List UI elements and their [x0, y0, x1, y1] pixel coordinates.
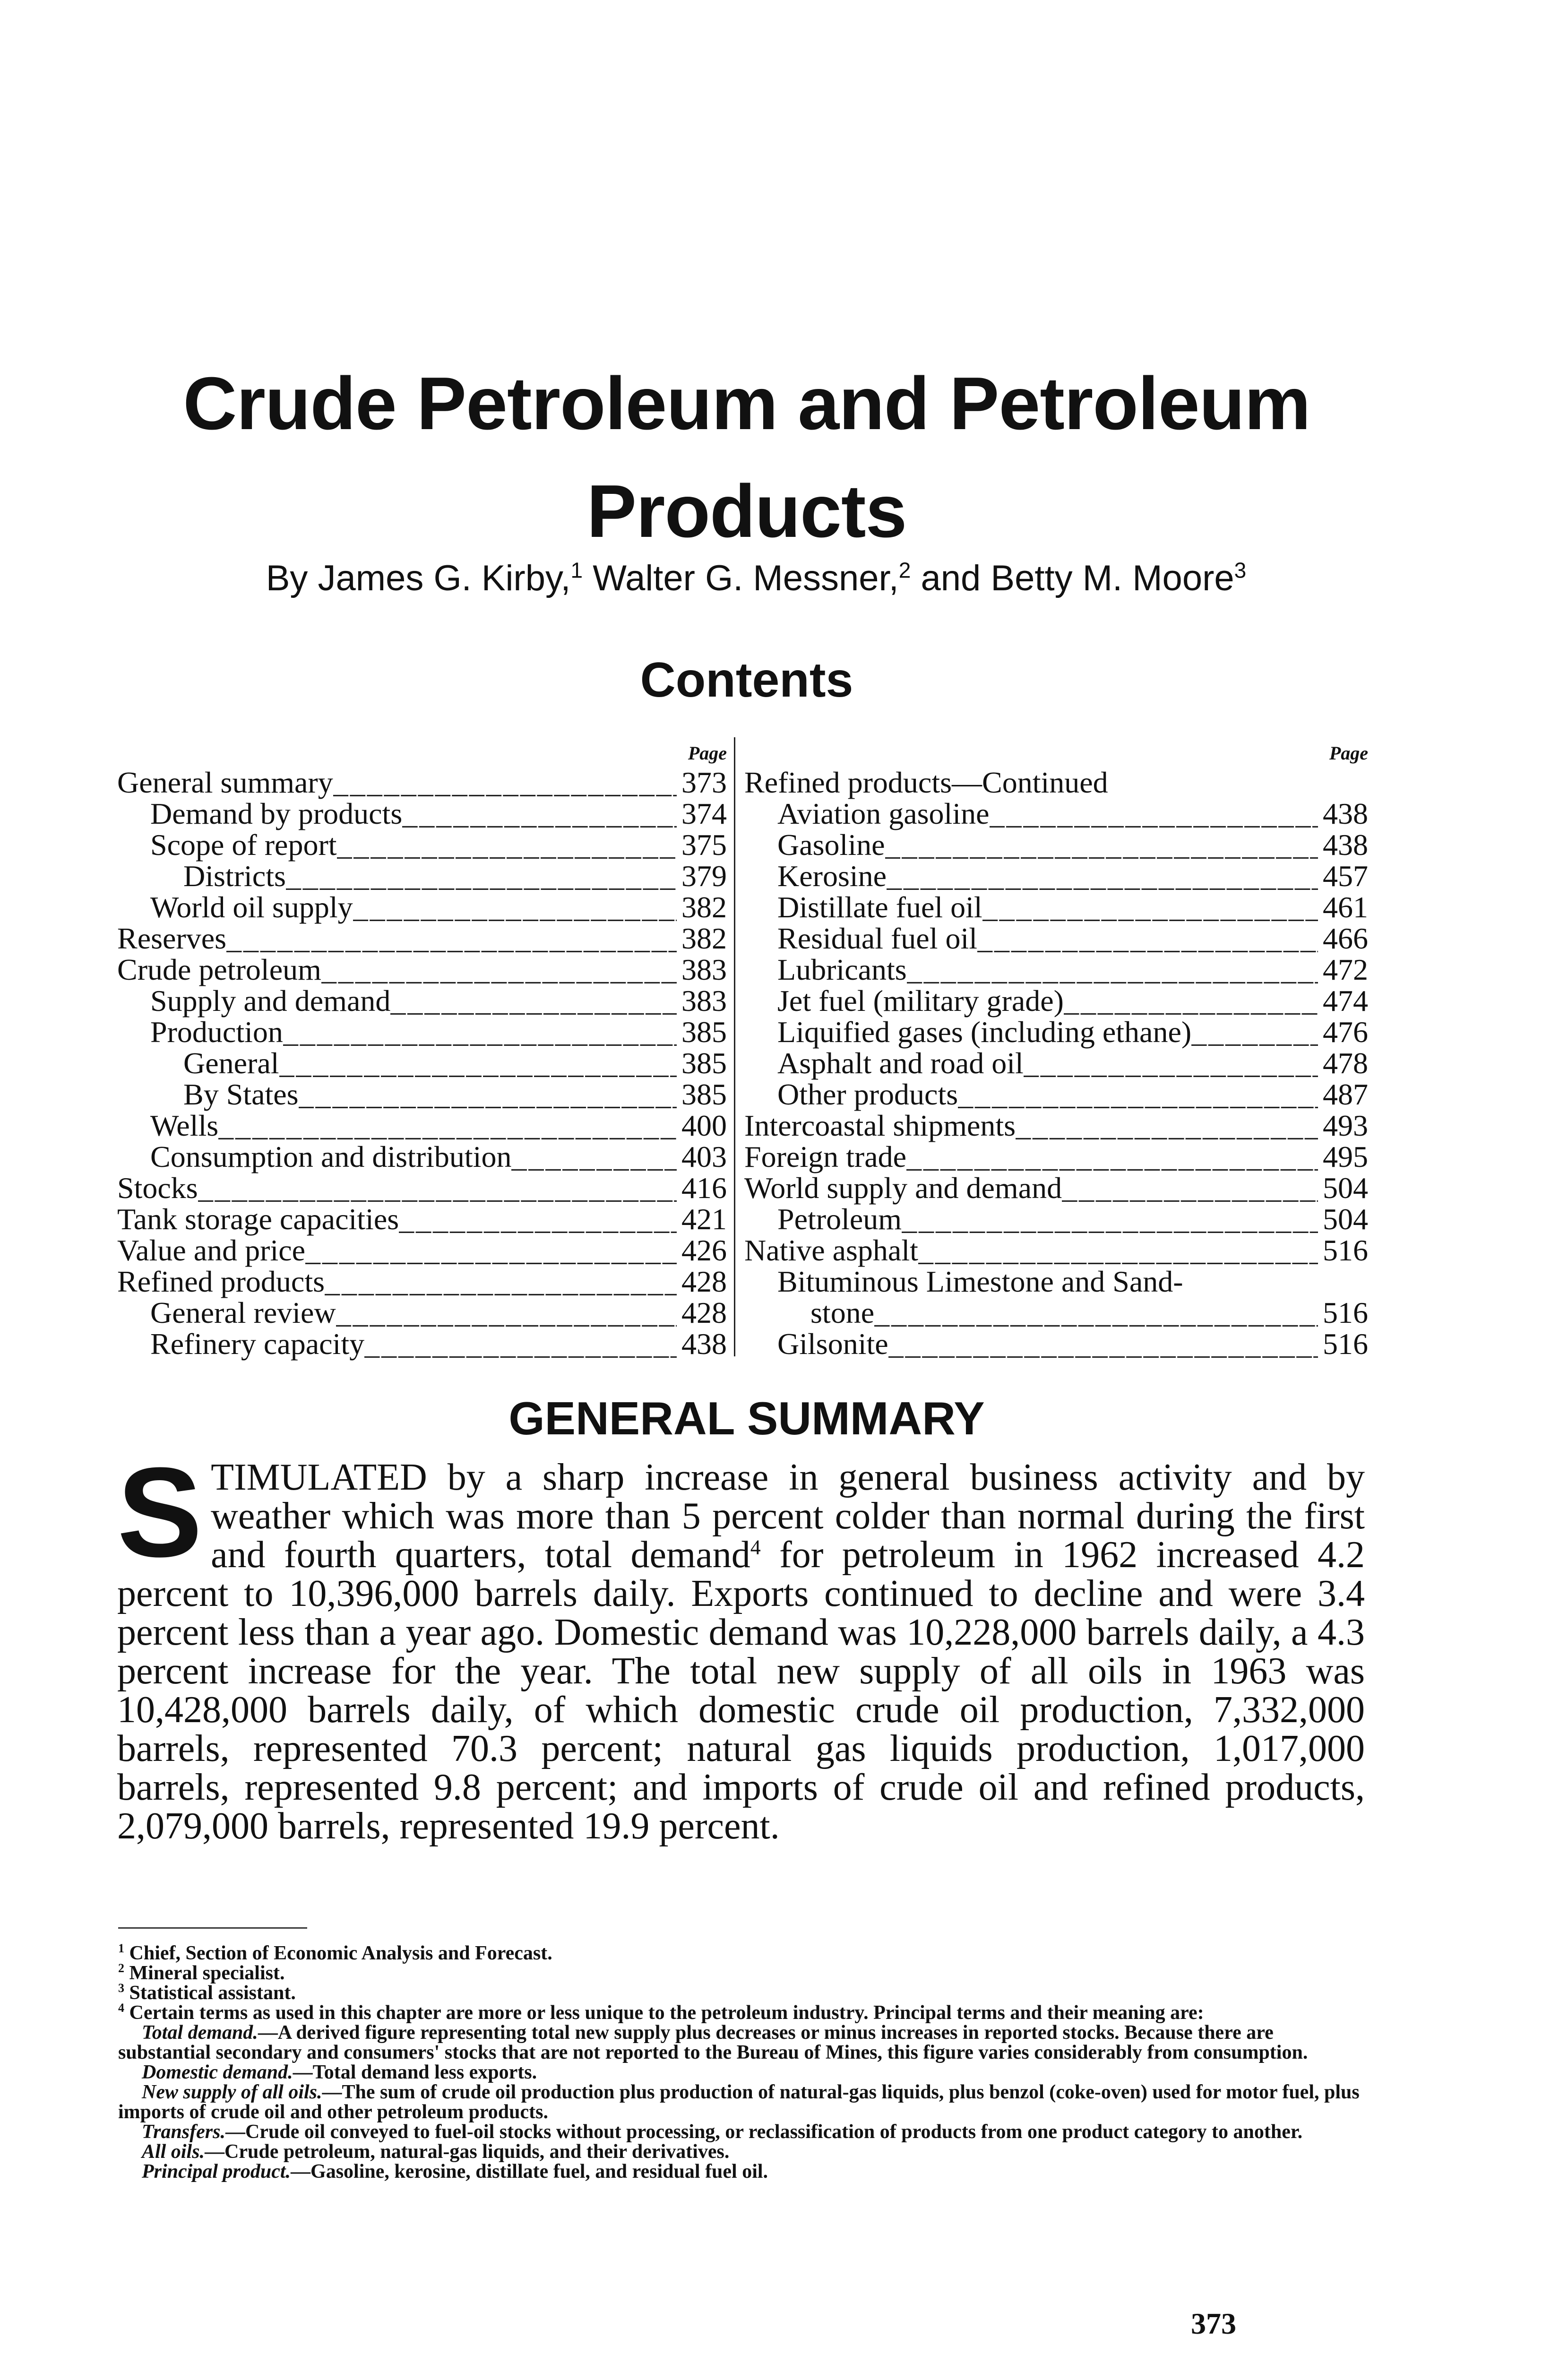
toc-entry	[744, 1079, 1368, 1110]
toc-entry	[744, 1141, 1368, 1173]
toc-entry-label: General	[183, 1046, 279, 1080]
toc-entry-label: stone	[810, 1296, 875, 1329]
toc-leader	[990, 798, 1318, 829]
toc-entry	[117, 798, 727, 829]
toc-entry-page: 385	[681, 1015, 727, 1049]
toc-entry-label: Scope of report	[150, 828, 337, 862]
toc-leader	[399, 1204, 677, 1235]
toc-entry-page: 495	[1323, 1140, 1368, 1173]
toc-entry-label: Distillate fuel oil	[777, 890, 982, 924]
footnote-marker: 1	[118, 1941, 124, 1955]
toc-entry-label: Residual fuel oil	[777, 922, 978, 955]
toc-entry-page: 504	[1323, 1202, 1368, 1236]
toc-entry-page: 374	[681, 797, 727, 830]
term-definition	[118, 2142, 1366, 2162]
toc-leader	[907, 954, 1318, 985]
toc-leader	[906, 1141, 1318, 1173]
defined-term: Transfers.	[142, 2121, 225, 2143]
toc-entry-page: 400	[681, 1109, 727, 1142]
toc-entry-label: Jet fuel (military grade)	[777, 984, 1064, 1018]
toc-entry-page: 438	[1323, 828, 1368, 862]
toc-entry-page: 504	[1323, 1171, 1368, 1205]
footnote-list	[118, 1943, 1366, 2023]
toc-entry	[117, 829, 727, 861]
toc-leader	[336, 1297, 677, 1328]
toc-leader	[321, 954, 677, 985]
toc-leader	[902, 1204, 1318, 1235]
footnote-text: Chief, Section of Economic Analysis and Forecast.	[129, 1942, 552, 1964]
toc-entry-label: Native asphalt	[744, 1233, 918, 1267]
toc-leader	[333, 767, 677, 798]
toc-entry	[744, 954, 1368, 985]
toc-leader	[279, 1048, 677, 1079]
toc-entry	[117, 1048, 727, 1079]
toc-entry-page: 516	[1323, 1327, 1368, 1361]
toc-entry-page: 466	[1323, 922, 1368, 955]
toc-entry-page: 426	[681, 1233, 727, 1267]
toc-entry-label: Other products	[777, 1078, 958, 1111]
toc-entry-page: 457	[1323, 859, 1368, 893]
toc-leader	[390, 985, 677, 1017]
chapter-title-line-1: Crude Petroleum and Petroleum	[183, 362, 1310, 445]
toc-entry-page: 472	[1323, 953, 1368, 986]
toc-list-left	[117, 767, 727, 1360]
section-heading: GENERAL SUMMARY	[508, 1392, 985, 1444]
footnote	[118, 1983, 1366, 2003]
toc-leader	[982, 892, 1318, 923]
definition-text: —Gasoline, kerosine, distillate fuel, and residual fuel oil.	[291, 2161, 768, 2182]
toc-entry	[744, 892, 1368, 923]
footnote-marker: 4	[118, 2001, 124, 2015]
toc-entry	[744, 985, 1368, 1017]
toc-entry-page: 438	[681, 1327, 727, 1361]
summary-paragraph	[117, 1441, 1365, 1847]
toc-entry-page: 474	[1323, 984, 1368, 1018]
toc-entry	[744, 1204, 1368, 1235]
toc-entry-page: 428	[681, 1296, 727, 1329]
toc-entry-page: 383	[681, 984, 727, 1018]
toc-leader	[1062, 1173, 1318, 1204]
definition-text: —A derived figure representing total new supply plus decreases or minus increases in reported stocks. Because there are substantial secondary and consumers' stocks that are not reported to the Bureau of Mines, this figure varies considerably from consumption.	[118, 2022, 1308, 2063]
toc-leader	[887, 861, 1318, 892]
toc-entry	[744, 1110, 1368, 1141]
toc-entry-label: Petroleum	[777, 1202, 902, 1236]
toc-entry-page: 493	[1323, 1109, 1368, 1142]
toc-leader	[977, 923, 1318, 954]
footnotes	[118, 1943, 1366, 2182]
toc-entry-label: Wells	[150, 1109, 219, 1142]
toc-leader	[305, 1235, 677, 1266]
toc-entry-label: Kerosine	[777, 859, 887, 893]
definition-text: —Crude oil conveyed to fuel-oil stocks without processing, or reclassification of products from one product category to another.	[225, 2121, 1303, 2143]
footnote	[118, 2003, 1366, 2023]
toc-entry-label: Refined products	[117, 1265, 325, 1298]
toc-entry-label: Crude petroleum	[117, 953, 321, 986]
toc-leader	[1016, 1110, 1318, 1141]
toc-entry-page: 382	[681, 922, 727, 955]
footnote	[118, 1963, 1366, 1983]
toc-leader	[226, 923, 677, 954]
toc-entry-label: Refined products—Continued	[744, 766, 1108, 799]
toc-entry	[117, 767, 727, 798]
toc-entry-label: Aviation gasoline	[777, 797, 990, 830]
footnote-marker: 3	[118, 1981, 124, 1995]
toc-leader	[286, 861, 677, 892]
toc-entry-page: 478	[1323, 1046, 1368, 1080]
toc-entry	[744, 767, 1368, 798]
toc-entry	[117, 985, 727, 1017]
toc-entry-label: Tank storage capacities	[117, 1202, 399, 1236]
toc-entry	[744, 1297, 1368, 1328]
column-divider	[734, 737, 735, 1356]
chapter-title	[142, 350, 1352, 565]
toc-entry	[117, 1173, 727, 1204]
toc-entry-page: 373	[681, 766, 727, 799]
toc-entry-page: 383	[681, 953, 727, 986]
toc-entry-page: 382	[681, 890, 727, 924]
toc-leader	[874, 1297, 1318, 1328]
toc-entry	[117, 1266, 727, 1297]
author-2-ref: 2	[898, 558, 911, 583]
toc-entry	[117, 892, 727, 923]
paragraph-part-1: TIMULATED by a sharp increase in general business activity and by weather which was more than 5 percent colder than normal during the first and fourth quarters, total demand	[211, 1457, 1365, 1576]
toc-leader	[958, 1079, 1318, 1110]
toc-list-right	[744, 767, 1368, 1360]
toc-entry-page: 379	[681, 859, 727, 893]
term-definition	[118, 2162, 1366, 2182]
footnote	[118, 1943, 1366, 1963]
term-definition	[118, 2023, 1366, 2062]
toc-entry	[117, 1141, 727, 1173]
footnote-text: Mineral specialist.	[129, 1962, 285, 1984]
toc-leader	[218, 1110, 677, 1141]
footnote-ref-4: 4	[750, 1535, 761, 1559]
toc-leader	[1191, 1017, 1318, 1048]
paragraph-part-2: for petroleum in 1962 increased 4.2 percent to 10,396,000 barrels daily. Exports continued to decline and were 3.4 percent less than a year ago. Domestic demand was 10,228,000 barrels daily, a 4.3 percent increase for the year. The total new supply of all oils in 1963 was 10,428,000 barrels daily, of which domestic crude oil production, 7,332,000 barrels, represented 70.3 percent; natural gas liquids production, 1,017,000 barrels, represented 9.8 percent; and imports of crude oil and refined products, 2,079,000 barrels, represented 19.9 percent.	[117, 1534, 1365, 1847]
term-definition	[118, 2082, 1366, 2122]
toc-entry	[117, 1235, 727, 1266]
author-1: By James G. Kirby,	[266, 558, 571, 598]
toc-entry-page: 403	[681, 1140, 727, 1173]
author-byline	[118, 558, 1394, 599]
toc-entry	[117, 1017, 727, 1048]
contents-heading: Contents	[640, 653, 853, 707]
toc-entry-label: Gilsonite	[777, 1327, 888, 1361]
toc-entry	[744, 829, 1368, 861]
toc-entry-label: World supply and demand	[744, 1171, 1062, 1205]
toc-entry	[744, 1328, 1368, 1360]
toc-leader	[402, 798, 677, 829]
footnote-text: Statistical assistant.	[129, 1982, 296, 2004]
toc-entry	[117, 1110, 727, 1141]
definition-text: —Crude petroleum, natural-gas liquids, and their derivatives.	[205, 2141, 730, 2163]
toc-entry	[117, 861, 727, 892]
author-1-ref: 1	[570, 558, 583, 583]
toc-leader	[511, 1141, 677, 1173]
toc-entry-page: 428	[681, 1265, 727, 1298]
toc-entry-label: Gasoline	[777, 828, 885, 862]
author-3: and Betty M. Moore	[921, 558, 1234, 598]
toc-leader	[364, 1328, 677, 1360]
toc-entry-label: Refinery capacity	[150, 1327, 365, 1361]
footnote-text: Certain terms as used in this chapter are more or less unique to the petroleum industry. Principal terms and their meaning are:	[129, 2002, 1204, 2024]
toc-entry-label: Production	[150, 1015, 283, 1049]
toc-entry-label: Stocks	[117, 1171, 198, 1205]
toc-entry-label: Districts	[183, 859, 286, 893]
toc-leader	[283, 1017, 677, 1048]
page-column-label: Page	[1329, 742, 1368, 764]
toc-entry-label: Demand by products	[150, 797, 403, 830]
toc-entry-page: 416	[681, 1171, 727, 1205]
toc-entry-label: Supply and demand	[150, 984, 391, 1018]
toc-leader	[918, 1235, 1318, 1266]
toc-leader	[888, 1328, 1318, 1360]
toc-leader	[299, 1079, 677, 1110]
toc-entry	[117, 923, 727, 954]
chapter-title-line-2: Products	[586, 470, 907, 553]
toc-entry-label: Liquified gases (including ethane)	[777, 1015, 1192, 1049]
term-definition	[118, 2122, 1366, 2142]
defined-term: Principal product.	[142, 2161, 291, 2182]
toc-entry-label: Consumption and distribution	[150, 1140, 512, 1173]
toc-entry	[744, 798, 1368, 829]
toc-entry	[744, 923, 1368, 954]
toc-entry-page: 375	[681, 828, 727, 862]
defined-term: New supply of all oils.	[142, 2081, 322, 2103]
toc-entry-label: Value and price	[117, 1233, 306, 1267]
page-column-label: Page	[688, 742, 727, 764]
toc-entry-label: General review	[150, 1296, 336, 1329]
toc-entry-label: Reserves	[117, 922, 227, 955]
toc-entry-label: General summary	[117, 766, 333, 799]
toc-entry	[117, 954, 727, 985]
toc-leader	[1024, 1048, 1318, 1079]
toc-entry	[744, 1048, 1368, 1079]
footnote-rule	[118, 1927, 307, 1929]
toc-entry-page: 476	[1323, 1015, 1368, 1049]
term-definition	[118, 2062, 1366, 2082]
toc-entry-page: 516	[1323, 1296, 1368, 1329]
toc-entry	[744, 1017, 1368, 1048]
defined-term: Total demand.	[142, 2022, 258, 2044]
defined-term: Domestic demand.	[142, 2061, 293, 2083]
toc-entry	[744, 1266, 1368, 1297]
drop-cap: S	[117, 1441, 203, 1584]
toc-entry-label: Asphalt and road oil	[777, 1046, 1024, 1080]
toc-entry-label: Intercoastal shipments	[744, 1109, 1016, 1142]
definition-list	[118, 2023, 1366, 2182]
toc-entry-label: By States	[183, 1078, 299, 1111]
author-2: Walter G. Messner,	[593, 558, 899, 598]
contents-right-column	[744, 740, 1368, 1360]
toc-entry	[744, 1173, 1368, 1204]
toc-leader	[337, 829, 677, 861]
author-3-ref: 3	[1234, 558, 1247, 583]
footnote-marker: 2	[118, 1961, 124, 1975]
toc-entry-page: 487	[1323, 1078, 1368, 1111]
toc-entry	[117, 1204, 727, 1235]
toc-leader	[885, 829, 1318, 861]
toc-entry-page: 385	[681, 1046, 727, 1080]
contents-left-column	[117, 740, 727, 1360]
toc-entry-page: 438	[1323, 797, 1368, 830]
toc-entry-label: Bituminous Limestone and Sand-	[777, 1265, 1183, 1298]
toc-entry-page: 385	[681, 1078, 727, 1111]
toc-leader	[198, 1173, 677, 1204]
toc-entry-page: 461	[1323, 890, 1368, 924]
toc-entry	[744, 1235, 1368, 1266]
defined-term: All oils.	[142, 2141, 205, 2163]
toc-leader	[353, 892, 677, 923]
toc-entry-page: 516	[1323, 1233, 1368, 1267]
definition-text: —Total demand less exports.	[293, 2061, 537, 2083]
toc-leader	[1064, 985, 1318, 1017]
definition-text: —The sum of crude oil production plus production of natural-gas liquids, plus benzol (coke-oven) used for motor fuel, plus imports of crude oil and other petroleum products.	[118, 2081, 1360, 2123]
toc-entry	[744, 861, 1368, 892]
toc-entry-label: World oil supply	[150, 890, 353, 924]
toc-entry-label: Foreign trade	[744, 1140, 906, 1173]
toc-entry	[117, 1328, 727, 1360]
toc-entry-label: Lubricants	[777, 953, 907, 986]
toc-entry	[117, 1297, 727, 1328]
toc-leader	[325, 1266, 677, 1297]
toc-entry-page: 421	[681, 1202, 727, 1236]
page-number: 373	[1191, 2307, 1236, 2340]
toc-entry	[117, 1079, 727, 1110]
